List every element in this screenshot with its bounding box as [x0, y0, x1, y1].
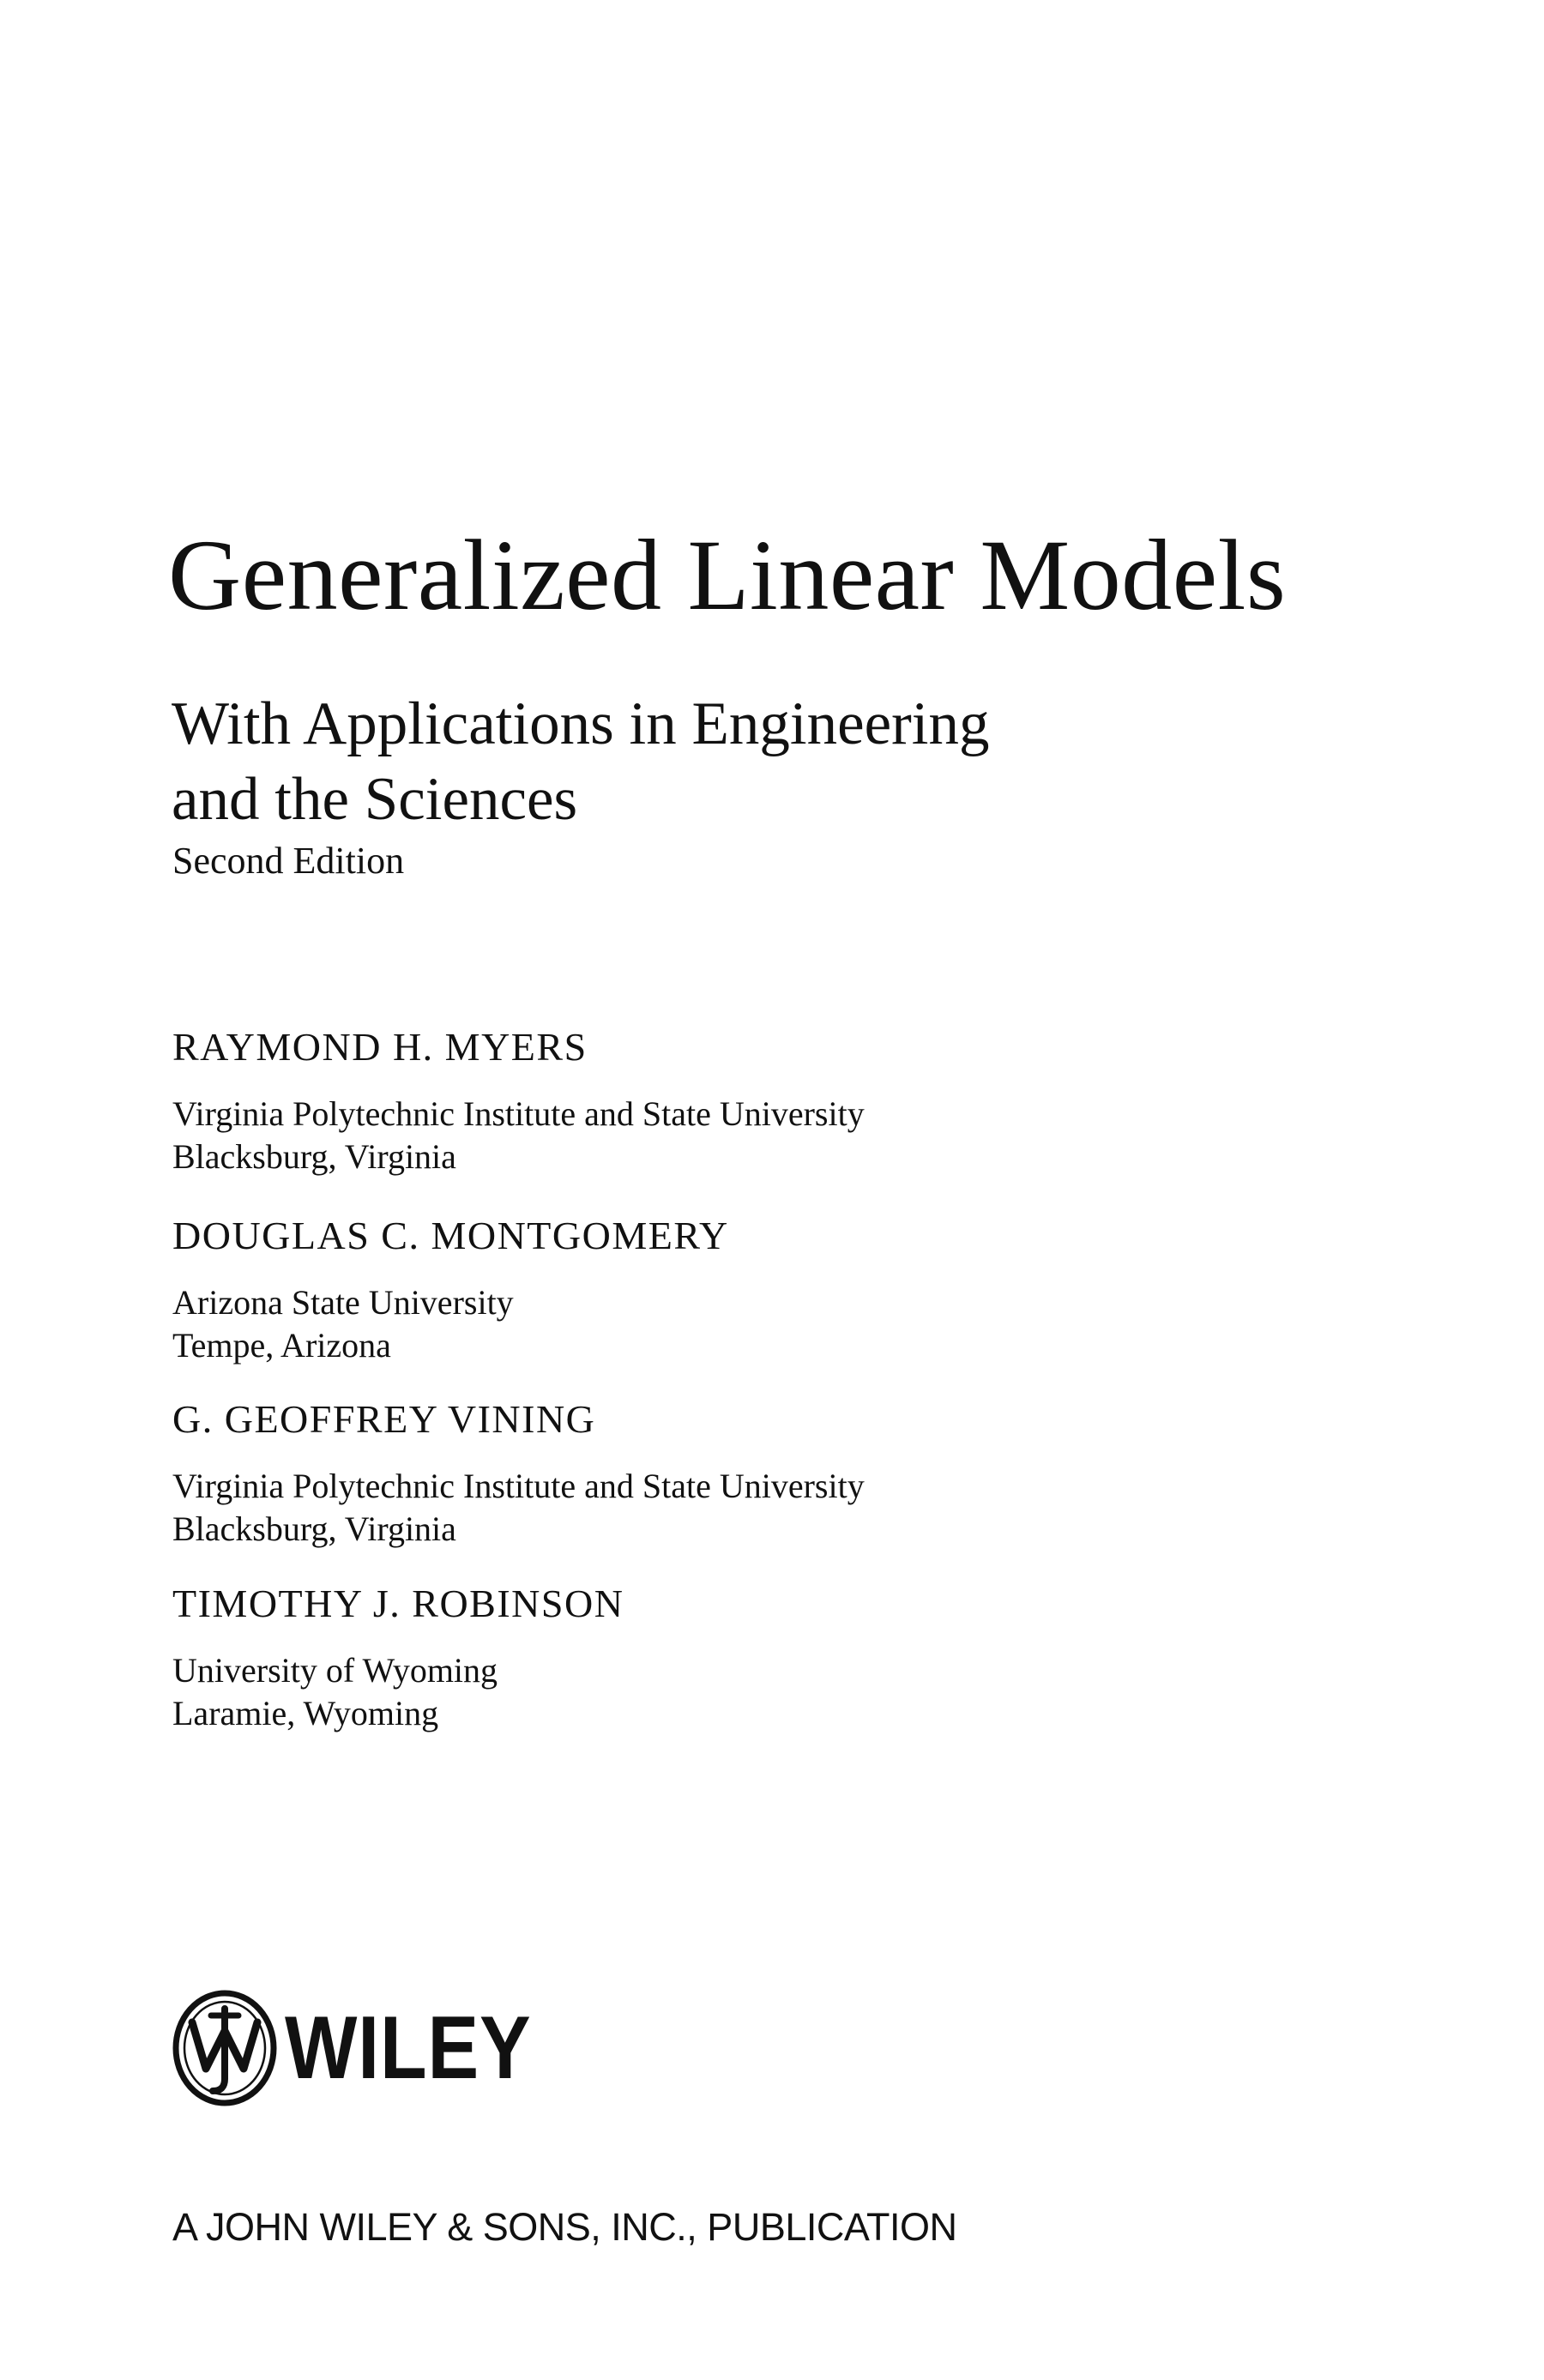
author-location: Blacksburg, Virginia — [172, 1509, 456, 1548]
subtitle-line-1: With Applications in Engineering — [172, 690, 990, 757]
author-location: Tempe, Arizona — [172, 1326, 391, 1365]
book-subtitle — [172, 686, 1372, 837]
book-title: Generalized Linear Models — [168, 519, 1287, 631]
edition-label: Second Edition — [172, 840, 405, 882]
author-block — [172, 1584, 1288, 1735]
author-block — [172, 1027, 1288, 1178]
author-location: Blacksburg, Virginia — [172, 1137, 456, 1176]
author-name: G. GEOFFREY VINING — [172, 1397, 596, 1441]
author-name: TIMOTHY J. ROBINSON — [172, 1582, 624, 1625]
author-location: Laramie, Wyoming — [172, 1694, 439, 1732]
author-name: RAYMOND H. MYERS — [172, 1025, 588, 1069]
author-name: DOUGLAS C. MONTGOMERY — [172, 1214, 729, 1257]
publication-line: A JOHN WILEY & SONS, INC., PUBLICATION — [172, 2205, 957, 2249]
subtitle-line-2: and the Sciences — [172, 766, 578, 833]
author-block — [172, 1216, 1288, 1367]
author-affiliation: Virginia Polytechnic Institute and State University — [172, 1094, 865, 1133]
wiley-seal-icon — [172, 1990, 278, 2106]
publisher-logo — [172, 1988, 571, 2108]
author-affiliation: Arizona State University — [172, 1283, 514, 1322]
author-affiliation: University of Wyoming — [172, 1651, 498, 1690]
author-block — [172, 1397, 1288, 1551]
publisher-wordmark: WILEY — [285, 1998, 532, 2098]
author-affiliation: Virginia Polytechnic Institute and State University — [172, 1467, 865, 1505]
